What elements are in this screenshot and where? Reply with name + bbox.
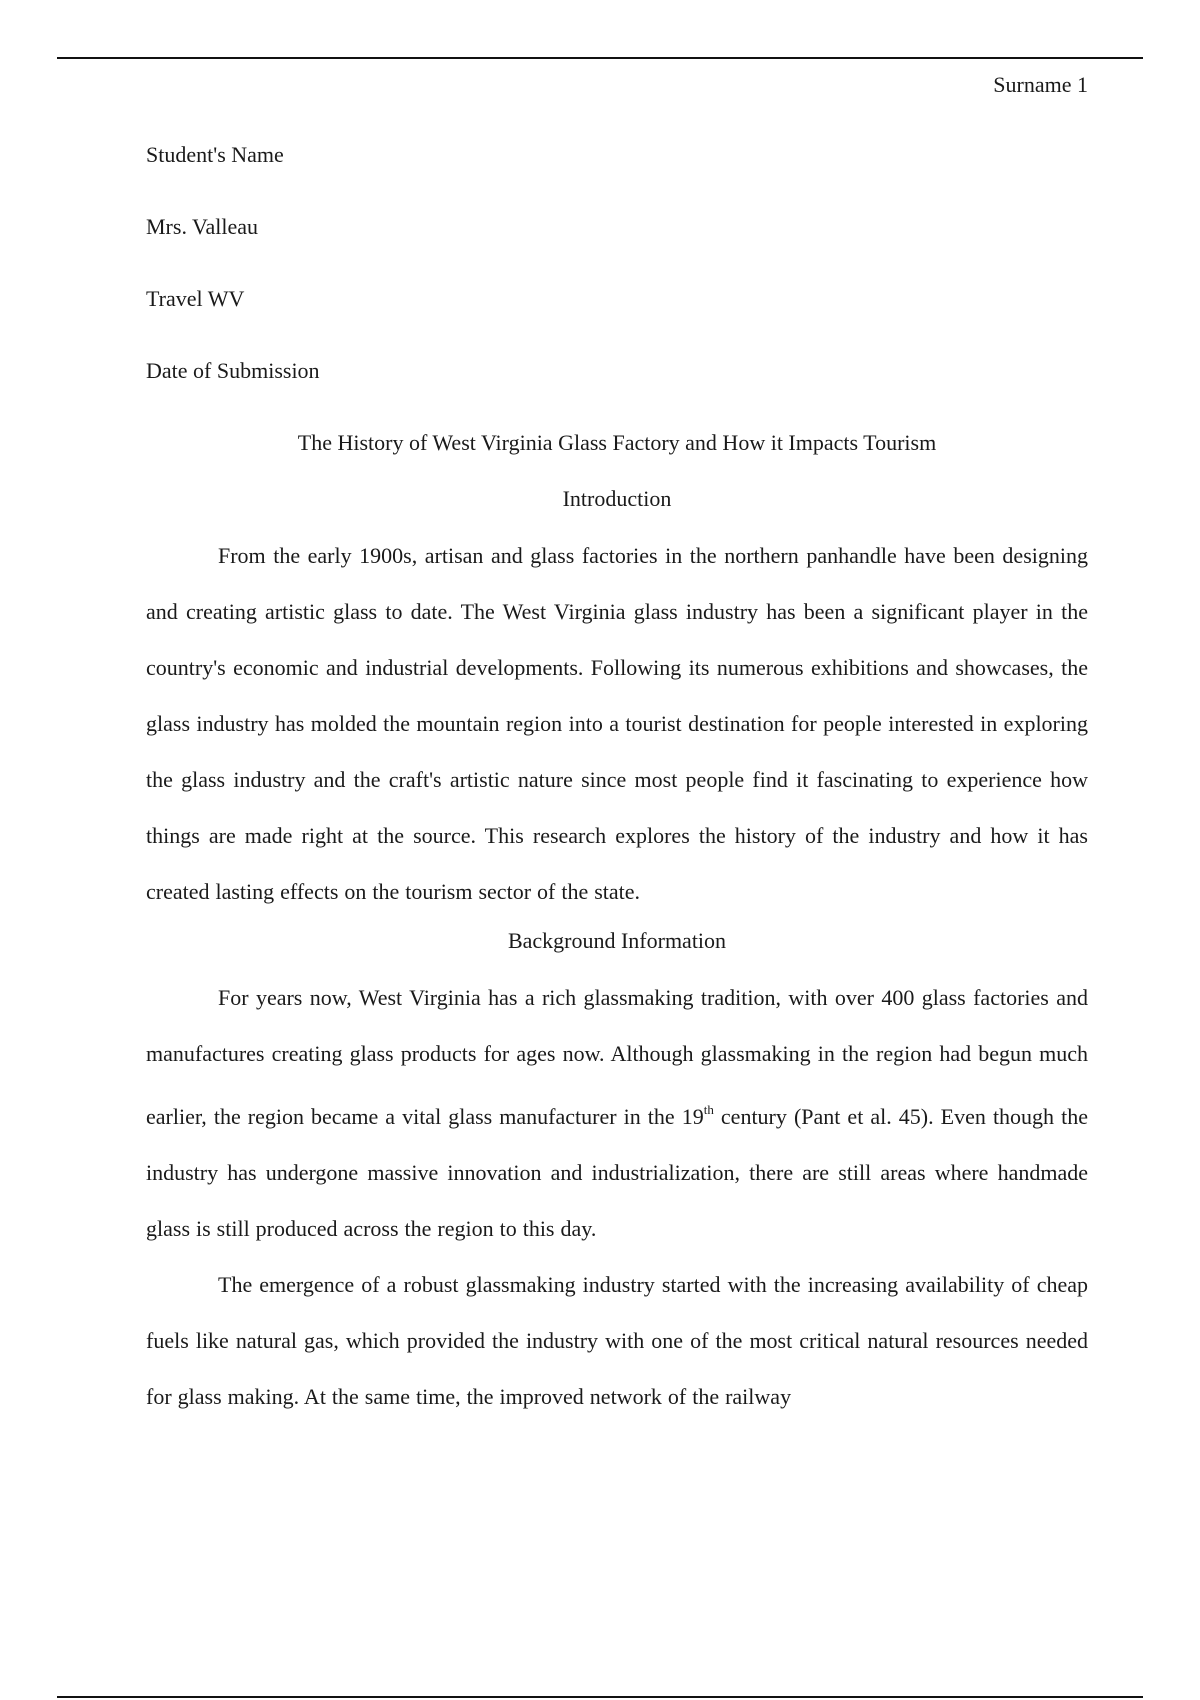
- ordinal-superscript: th: [703, 1102, 714, 1117]
- background-paragraph-1-text-b: century (Pant et al. 45). Even though the industry has undergone massive innovation and industrialization, there are still areas where handmade glass is still produced across the region to this day.: [146, 1104, 1088, 1241]
- course-name: Travel WV: [146, 286, 245, 311]
- paper-title: The History of West Virginia Glass Factory and How it Impacts Tourism: [297, 430, 937, 455]
- background-heading: Background Information: [507, 928, 727, 953]
- introduction-heading: Introduction: [562, 486, 672, 511]
- document-page: [146, 64, 1088, 1425]
- submission-date: Date of Submission: [146, 358, 320, 383]
- introduction-paragraph: From the early 1900s, artisan and glass factories in the northern panhandle have been designing and creating artistic glass to date. The West Virginia glass industry has been a significant player in the country's economic and industrial developments. Following its numerous exhibitions and showcases, the glass industry has molded the mountain region into a tourist destination for people interested in exploring the glass industry and the craft's artistic nature since most people find it fascinating to experience how things are made right at the source. This research explores the history of the industry and how it has created lasting effects on the tourism sector of the state.: [146, 543, 1088, 904]
- bottom-page-rule: [57, 1696, 1143, 1698]
- top-page-rule: [57, 57, 1143, 59]
- instructor-name: Mrs. Valleau: [146, 214, 259, 239]
- background-paragraph-2: The emergence of a robust glassmaking industry started with the increasing availability of cheap fuels like natural gas, which provided the industry with one of the most critical natural resources needed for glass making. At the same time, the improved network of the railway: [146, 1272, 1088, 1409]
- background-paragraph-1-text-a: For years now, West Virginia has a rich glassmaking tradition, with over 400 glass factories and manufactures creating glass products for ages now. Although glassmaking in the region had begun much earlier, the region became a vital glass manufacturer in the 19: [146, 985, 1088, 1129]
- background-paragraph-1: [146, 970, 1088, 1257]
- running-head: Surname 1: [993, 72, 1088, 97]
- student-name: Student's Name: [146, 142, 284, 167]
